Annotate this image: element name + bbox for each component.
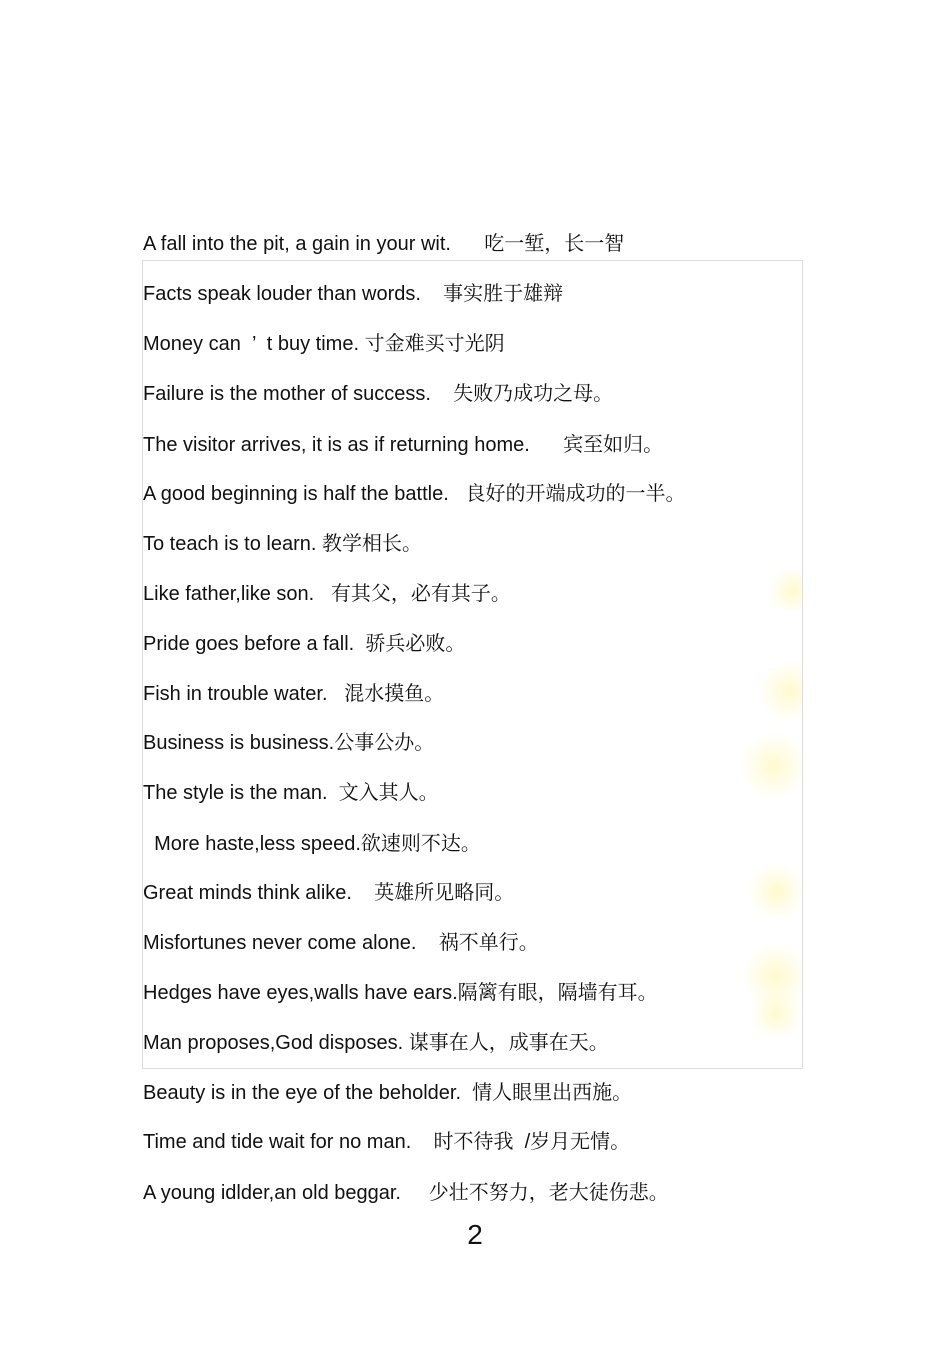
watermark-glow [747, 861, 803, 921]
page-number: 2 [467, 1219, 483, 1250]
proverb-line: Money can ’ t buy time. 寸金难买寸光阴 [143, 333, 505, 355]
watermark-glow [755, 661, 803, 721]
watermark-glow [749, 986, 803, 1041]
proverb-line: Beauty is in the eye of the beholder. 情人眼里出西施。 [143, 1082, 633, 1104]
proverb-line: The style is the man. 文入其人。 [143, 782, 439, 804]
proverb-line: Pride goes before a fall. 骄兵必败。 [143, 633, 466, 655]
proverb-line: Like father,like son. 有其父，必有其子。 [143, 583, 511, 605]
watermark-glow [763, 571, 803, 611]
proverb-line: More haste,less speed.欲速则不达。 [143, 833, 481, 855]
proverb-line: A young idlder,an old beggar. 少壮不努力，老大徒伤悲。 [143, 1182, 669, 1204]
watermark-glow [739, 731, 803, 801]
proverb-line: Misfortunes never come alone. 祸不单行。 [143, 932, 539, 954]
proverb-line: Business is business.公事公办。 [143, 732, 435, 754]
proverb-line: Man proposes,God disposes. 谋事在人，成事在天。 [143, 1032, 609, 1054]
proverb-line: A fall into the pit, a gain in your wit. 吃一堑，长一智 [143, 233, 625, 255]
proverb-line: Hedges have eyes,walls have ears.隔篱有眼，隔墙有耳。 [143, 982, 658, 1004]
proverb-line: Facts speak louder than words. 事实胜于雄辩 [143, 283, 564, 305]
proverb-line: The visitor arrives, it is as if returning home. 宾至如归。 [143, 434, 664, 456]
proverb-line: Time and tide wait for no man. 时不待我 /岁月无情。 [143, 1131, 631, 1153]
proverb-line: To teach is to learn. 教学相长。 [143, 533, 422, 555]
proverb-line: Failure is the mother of success. 失败乃成功之母。 [143, 383, 614, 405]
proverb-line: A good beginning is half the battle. 良好的开端成功的一半。 [143, 483, 686, 505]
proverb-line: Fish in trouble water. 混水摸鱼。 [143, 683, 445, 705]
proverb-line: Great minds think alike. 英雄所见略同。 [143, 882, 515, 904]
